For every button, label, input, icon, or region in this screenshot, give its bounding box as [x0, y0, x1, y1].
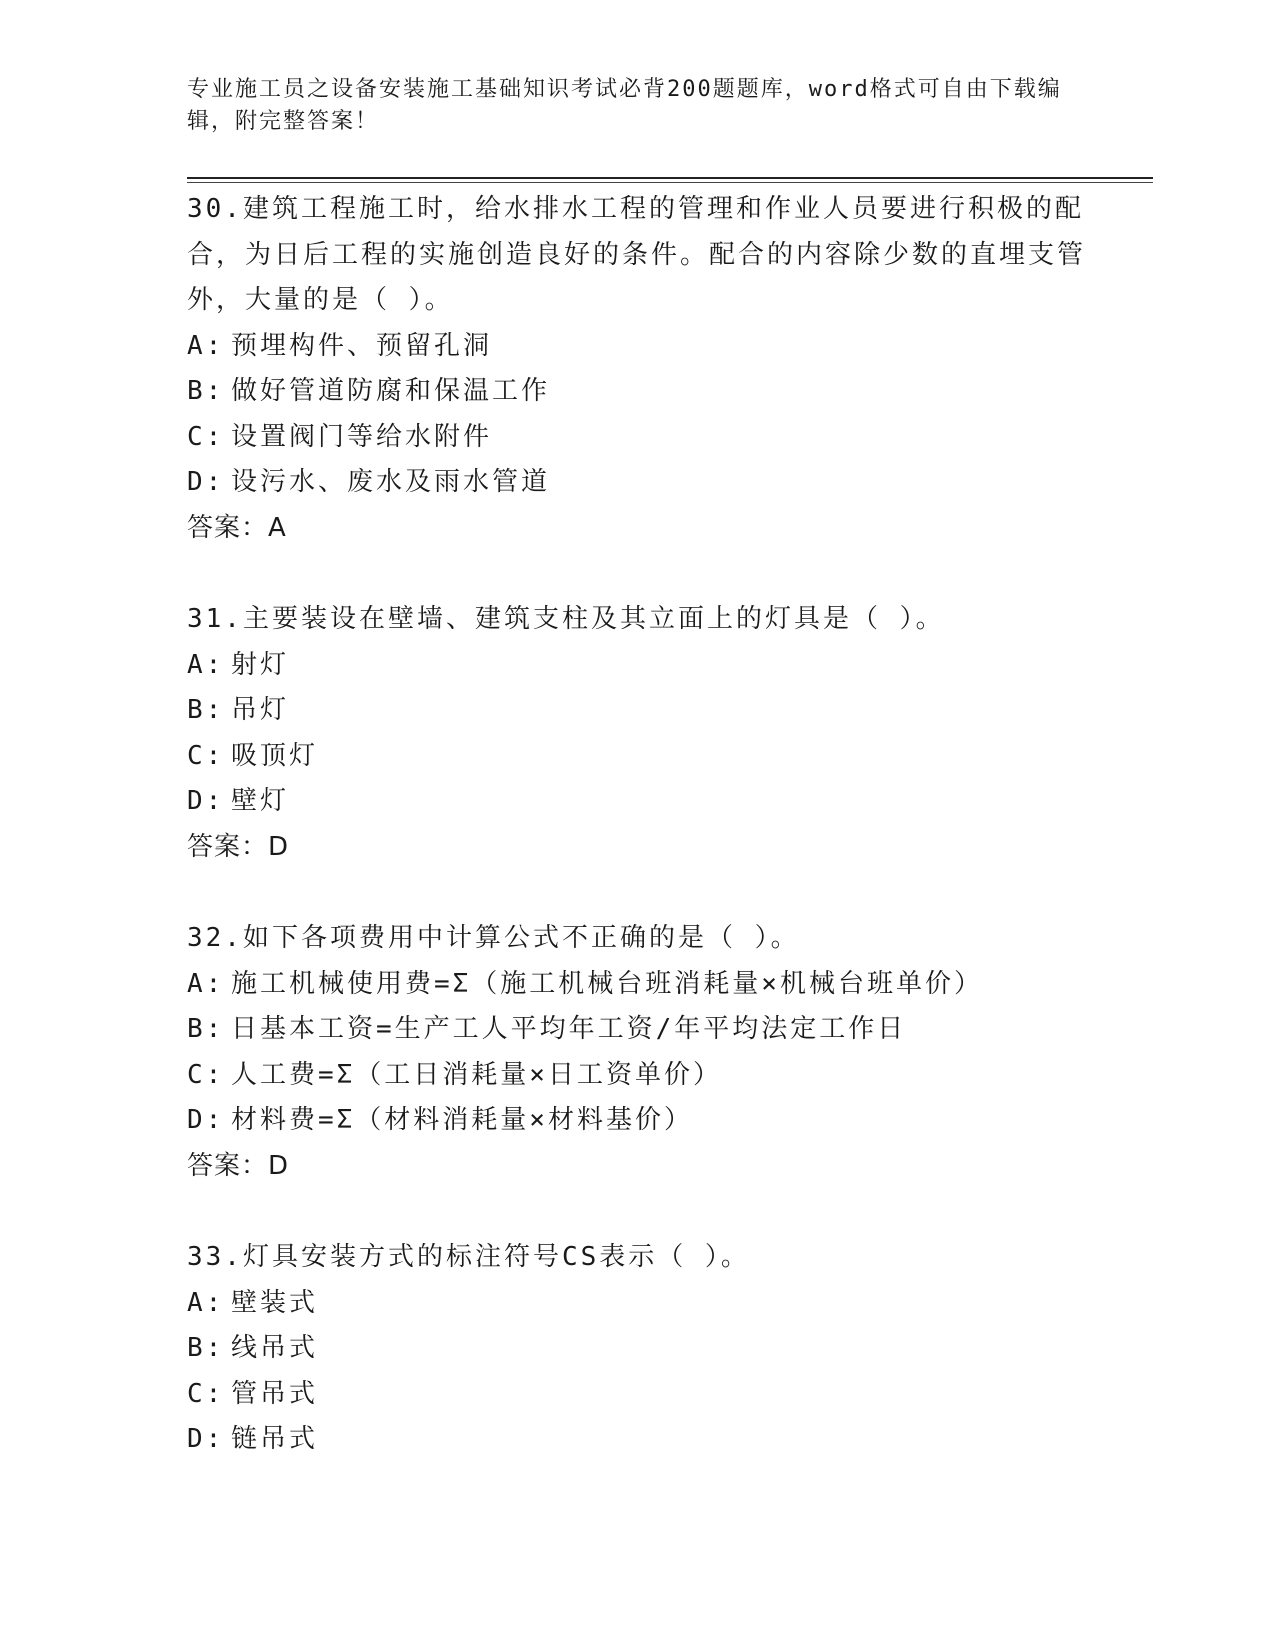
option-key: C: — [187, 421, 225, 452]
option-text: 射灯 — [231, 649, 290, 680]
option-a — [187, 1281, 1087, 1327]
option-b — [187, 369, 1087, 415]
option-a — [187, 962, 1087, 1008]
option-text: 预埋构件、预留孔洞 — [231, 330, 493, 361]
option-c — [187, 415, 1087, 461]
option-key: B: — [187, 376, 225, 406]
option-text: 管吊式 — [231, 1378, 319, 1409]
option-text: 线吊式 — [231, 1333, 319, 1363]
option-text: 壁灯 — [231, 786, 290, 816]
option-key: D: — [187, 786, 225, 816]
option-text: 设污水、废水及雨水管道 — [231, 467, 551, 497]
option-text: 日基本工资=生产工人平均年工资/年平均法定工作日 — [231, 1014, 907, 1044]
answer-line: 答案：A — [187, 512, 287, 543]
option-text: 设置阀门等给水附件 — [231, 421, 493, 452]
option-key: C: — [187, 1059, 225, 1090]
answer-line: 答案：D — [187, 831, 290, 862]
option-text: 壁装式 — [231, 1287, 319, 1318]
option-key: D: — [187, 467, 225, 497]
option-b — [187, 688, 1087, 734]
question-stem: 30.建筑工程施工时，给水排水工程的管理和作业人员要进行积极的配合，为日后工程的实施创造良好的条件。配合的内容除少数的直埋支管外，大量的是（ ）。 — [187, 194, 1087, 315]
option-key: A: — [187, 968, 225, 999]
question-33 — [187, 1235, 1087, 1463]
document-header: 专业施工员之设备安装施工基础知识考试必背200题题库，word格式可自由下载编辑，附完整答案！ — [187, 77, 1062, 134]
option-c — [187, 1053, 1087, 1099]
option-d — [187, 779, 1087, 825]
option-d — [187, 460, 1087, 506]
question-stem: 31.主要装设在壁墙、建筑支柱及其立面上的灯具是（ ）。 — [187, 604, 945, 634]
option-key: A: — [187, 649, 225, 680]
question-stem: 33.灯具安装方式的标注符号CS表示（ ）。 — [187, 1242, 750, 1272]
option-key: D: — [187, 1105, 225, 1135]
question-spacer — [187, 870, 1087, 916]
option-d — [187, 1417, 1087, 1463]
answer-line: 答案：D — [187, 1150, 290, 1181]
option-key: C: — [187, 740, 225, 771]
option-key: B: — [187, 1333, 225, 1363]
question-32 — [187, 916, 1087, 1189]
option-text: 做好管道防腐和保温工作 — [231, 376, 551, 406]
option-text: 材料费=Σ（材料消耗量×材料基价） — [231, 1105, 693, 1135]
question-list — [187, 187, 1087, 1463]
option-b — [187, 1007, 1087, 1053]
option-text: 人工费=Σ（工日消耗量×日工资单价） — [231, 1059, 722, 1090]
question-31 — [187, 597, 1087, 870]
question-30 — [187, 187, 1087, 551]
option-c — [187, 734, 1087, 780]
option-key: A: — [187, 1287, 225, 1318]
option-b — [187, 1326, 1087, 1372]
option-a — [187, 324, 1087, 370]
option-key: B: — [187, 695, 225, 725]
question-spacer — [187, 551, 1087, 597]
option-key: D: — [187, 1424, 225, 1454]
header-divider-thin — [187, 182, 1153, 183]
option-a — [187, 643, 1087, 689]
option-c — [187, 1372, 1087, 1418]
option-text: 链吊式 — [231, 1424, 319, 1454]
option-key: B: — [187, 1014, 225, 1044]
question-spacer — [187, 1189, 1087, 1235]
option-text: 施工机械使用费=Σ（施工机械台班消耗量×机械台班单价） — [231, 968, 983, 999]
option-key: C: — [187, 1378, 225, 1409]
option-text: 吊灯 — [231, 695, 290, 725]
question-stem: 32.如下各项费用中计算公式不正确的是（ ）。 — [187, 923, 800, 953]
option-d — [187, 1098, 1087, 1144]
option-text: 吸顶灯 — [231, 740, 319, 771]
option-key: A: — [187, 330, 225, 361]
header-divider-thick — [187, 177, 1153, 179]
